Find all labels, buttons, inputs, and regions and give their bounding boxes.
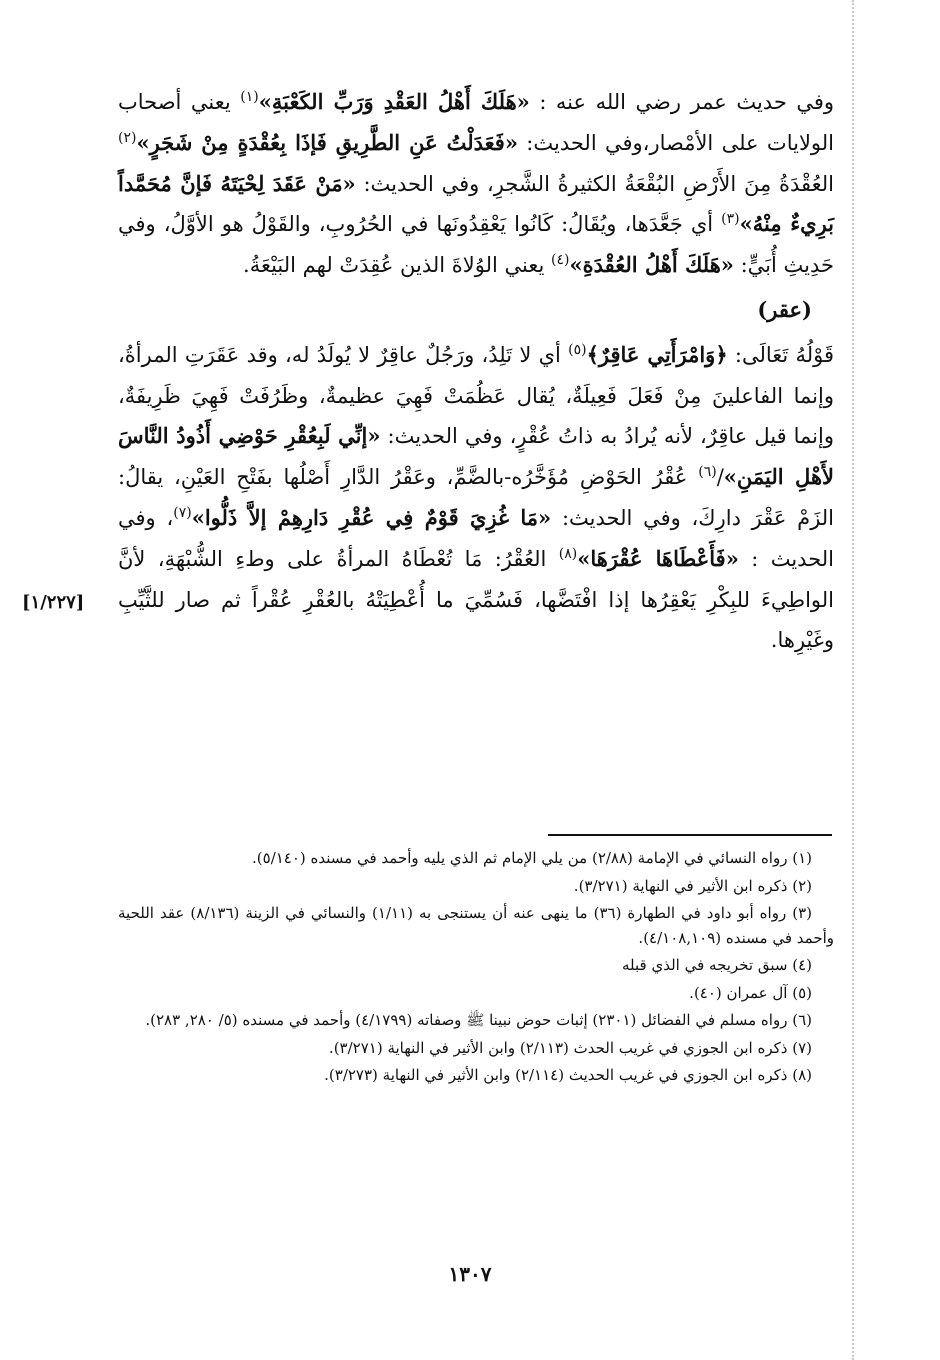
footnote: (١) رواه النسائي في الإمامة (٢/٨٨) من يلي الإمام ثم الذي يليه وأحمد في مسنده (٥/١٤٠). <box>252 849 812 867</box>
footnote: (٢) ذكره ابن الأثير في النهاية (٣/٢٧١). <box>573 876 812 895</box>
paragraph-aqr <box>118 335 834 661</box>
page-number: ١٣٠٧ <box>448 1262 492 1286</box>
quran-quote: ﴿وَامْرَأَتِي عَاقِرٌ﴾ <box>586 341 728 367</box>
margin-page-reference: [١/٢٢٧] <box>22 592 85 613</box>
paragraph-aqd <box>118 82 834 286</box>
page-break-mark: / <box>716 465 724 490</box>
text-run: يعني الوُلاةَ الذين عُقِدَتْ لهم البَيْعَةُ. <box>243 253 552 278</box>
footnote-marker: (١) <box>240 89 259 105</box>
text-run: يعني أصحاب الولايات على الأمْصار،وفي الحديث: <box>118 90 835 155</box>
page-edge-dotted-line <box>852 0 854 1360</box>
hadith-quote: «مَنْ عَقَدَ لِحْيَتَهُ فَإنَّ مُحَمَّداً بَرِيءٌ مِنْهُ» <box>118 170 834 237</box>
footnote-marker: (٥) <box>568 341 587 358</box>
hadith-quote: «فَعَدَلْتُ عَنِ الطَّرِيقِ فَإذَا بِعُقْدَةٍ مِنْ شَجَرٍ» <box>136 129 518 155</box>
footnote-marker: (٦) <box>698 464 717 481</box>
footnote-marker: (٢) <box>118 129 137 146</box>
text-run: عُقْرُ الحَوْضِ مُؤَخَّرُه-بالضَّمِّ، وعَقْرُ الدَّارِ أَصْلُها بفَتْحِ العَيْنِ، يقالُ: الزَمْ عَقْرَ دارِكَ، وفي الحديث: <box>118 465 835 530</box>
footnotes-block <box>118 846 834 1091</box>
footnote: (٨) ذكره ابن الجوزي في غريب الحديث (٢/١١٤) وابن الأثير في النهاية (٣/٢٧٣). <box>324 1066 812 1084</box>
text-run: أي جَعَّدَها، ويُقَالُ: كَانُوا يَعْقِدُونَها في الحُرُوبِ، والقَوْلُ هو الأوَّلُ، وفي حَدِيثِ أُبَيٍّ: <box>118 212 834 278</box>
text-run: أي لا تَلِدُ، ورَجُلٌ عاقِرٌ لا يُولَدُ له، وقد عَقَرَتِ المرأةُ، وإنما الفاعلينَ مِنْ فَعَلَ فَعِيلَةٌ، يُقال عَظُمَتْ فَهِيَ عظيمةٌ، وظَرُفَتْ فَهِيَ ظَرِيفَةٌ، وإنما قيل عاقِرٌ، لأنه يُرادُ به ذاتُ عُقْرٍ، وفي الحديث: <box>118 342 834 449</box>
hadith-quote: «فَأَعْطَاهَا عُقْرَهَا» <box>577 545 739 571</box>
hadith-quote: «مَا غُزِيَ قَوْمٌ فِي عُقْرِ دَارِهِمْ إلاَّ ذَلُّوا» <box>191 504 552 530</box>
footnote-marker: (٨) <box>558 545 578 562</box>
hadith-quote: «هَلَكَ أَهْلُ العُقْدَةِ» <box>569 252 734 278</box>
footnote-marker: (٧) <box>173 504 192 521</box>
footnote: (٤) سبق تخريجه في الذي قبله <box>622 956 812 974</box>
main-text-block <box>118 82 834 661</box>
text-run: قَوْلُهُ تَعَالَى: <box>727 342 835 367</box>
section-heading: (عقر) <box>757 296 812 322</box>
footnote-separator-rule <box>548 834 832 836</box>
footnote: (٦) رواه مسلم في الفضائل (٢٣٠١) إثبات حوض نبينا ﷺ وصفاته (٤/١٧٩٩) وأحمد في مسنده (٥/ ٢٨٠, ٢٨٣). <box>145 1011 812 1029</box>
text-run: ، وفي الحديث : <box>118 505 834 571</box>
text-run: وفي حديث عمر رضي الله عنه : <box>529 90 835 114</box>
footnote: (٥) آل عمران (٤٠). <box>689 983 812 1002</box>
footnote: (٣) رواه أبو داود في الطهارة (٣٦) ما ينهى عنه أن يستنجى به (١/١١) والنسائي في الزينة (٨/١٣٦) عقد اللحية وأحمد في مسنده (٤/١٠٨,١٠٩). <box>118 904 834 947</box>
footnote-marker: (٤) <box>551 252 570 269</box>
hadith-quote: «هَلَكَ أَهْلُ العَقْدِ وَرَبِّ الكَعْبَةِ» <box>258 89 530 114</box>
text-run: العُقْدَةُ مِنَ الأَرْضِ البُقْعَةُ الكثيرةُ الشَّجرِ، وفي الحديث: <box>355 171 834 196</box>
footnote-marker: (٣) <box>721 211 740 228</box>
hadith-quote: «إنِّي لَبِعُقْرِ حَوْضِي أَذُودُ النَّاسَ لأَهْلِ اليَمَنِ» <box>118 423 834 490</box>
footnote: (٧) ذكره ابن الجوزي في غريب الحدث (٢/١١٣) وابن الأثير في النهاية (٣/٢٧١). <box>328 1038 812 1057</box>
text-run: العُقْرُ: مَا تُعْطَاهُ المرأةُ على وطءِ الشُّبْهَةِ، لأنَّ الواطِيءَ للبِكْرِ يَعْقِرُها إذا افْتَضَّها، فَسُمِّيَ ما أُعْطِيَتْهُ بالعُقْرِ عُقْراً ثم صار للثَّيِّبِ وغَيْرِها. <box>118 546 834 653</box>
